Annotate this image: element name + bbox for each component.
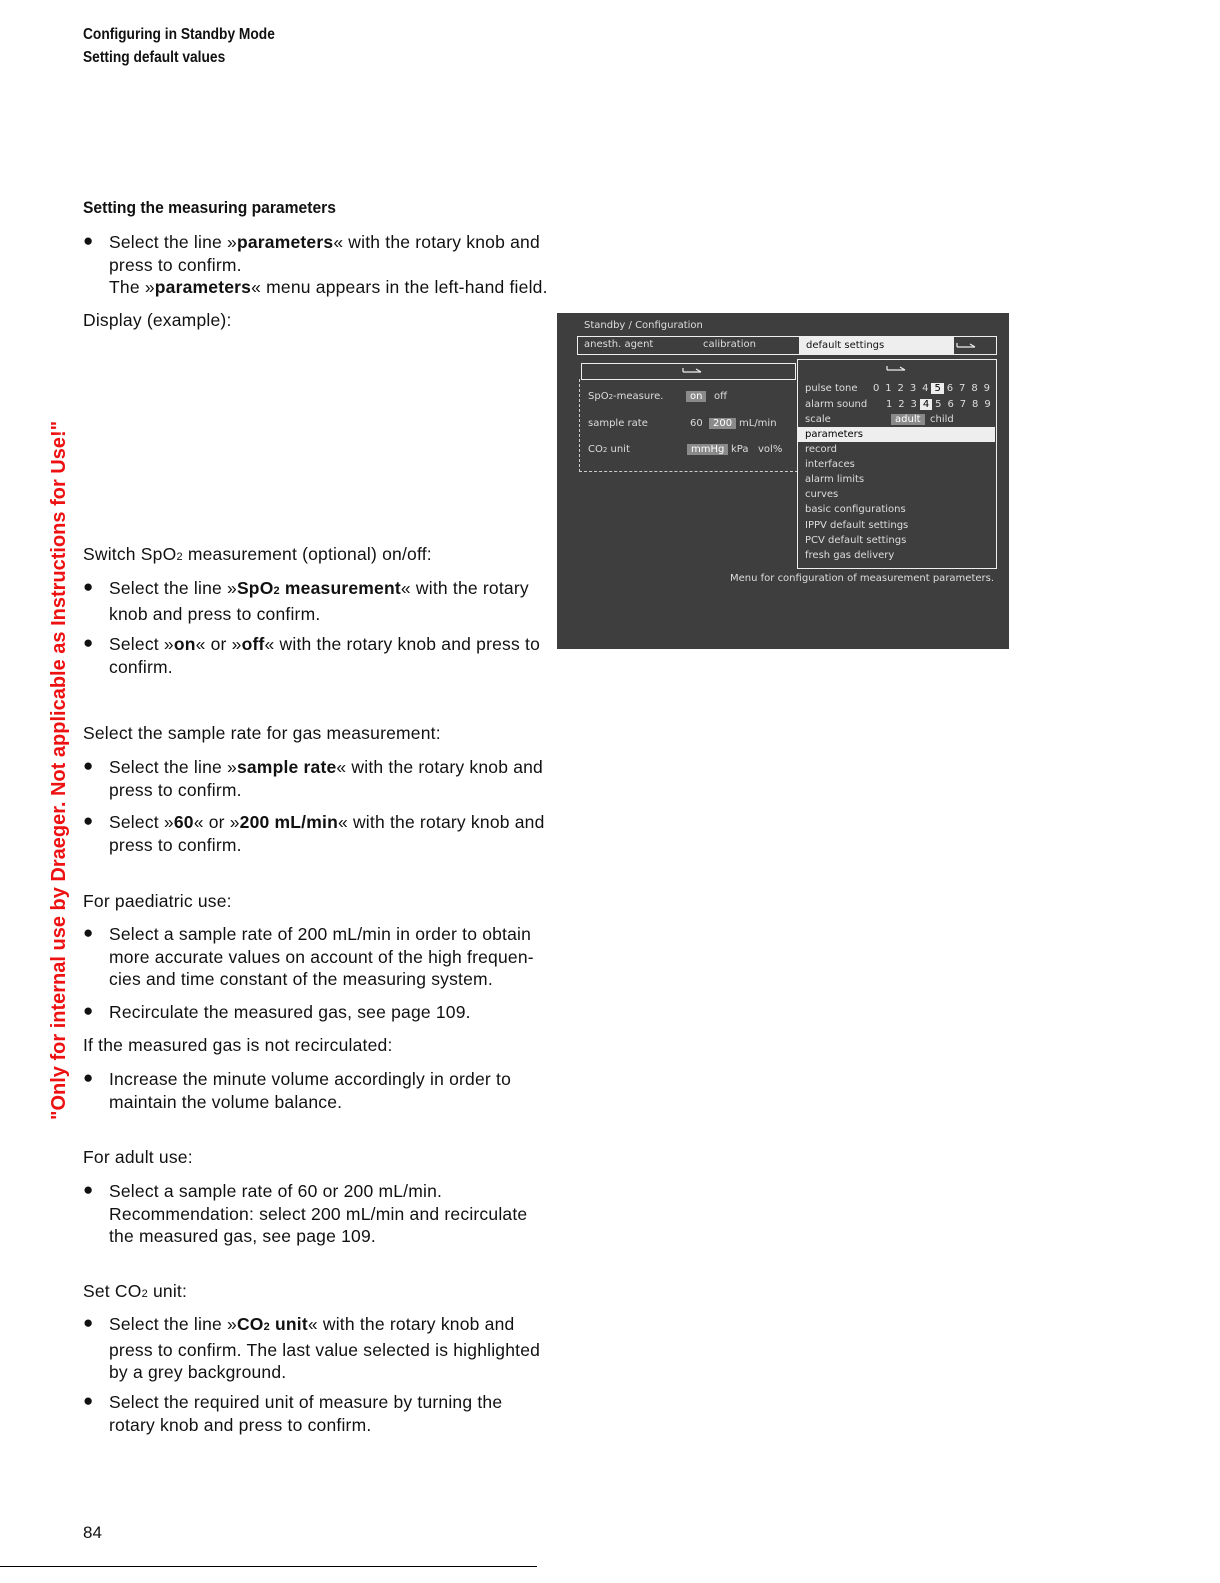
pulse-tone-digits[interactable] bbox=[870, 383, 993, 394]
header-line-1: Configuring in Standby Mode bbox=[83, 26, 275, 43]
bullet-text: Select the line »parameters« with the rotary knob and press to confirm. The »parameters« menu appears in the left-hand field. bbox=[109, 232, 548, 297]
menu-item[interactable]: alarm limits bbox=[805, 474, 865, 486]
bullet-sample-rate-values bbox=[83, 811, 543, 859]
header-line-2: Setting default values bbox=[83, 49, 226, 66]
arrow-icon bbox=[955, 339, 979, 349]
bullet-recirculate bbox=[83, 1001, 543, 1026]
display-example-label: Display (example): bbox=[83, 310, 232, 330]
co2-unit-kpa[interactable]: kPa bbox=[731, 444, 749, 455]
bullet-sample-rate-line bbox=[83, 756, 543, 804]
bullet-parameters bbox=[83, 231, 548, 301]
bullet-dot: ● bbox=[83, 633, 94, 652]
alarm-sound-digit[interactable]: 8 bbox=[972, 399, 979, 410]
sample-rate-intro: Select the sample rate for gas measurement: bbox=[83, 723, 441, 743]
pulse-tone-digit[interactable]: 9 bbox=[983, 383, 990, 394]
bullet-text: Select »60« or »200 mL/min« with the rotary knob and press to confirm. bbox=[109, 812, 545, 855]
watermark: "Only for internal use by Draeger. Not applicable as Instructions for Use!" bbox=[48, 420, 70, 1120]
alarm-sound-digit[interactable]: 5 bbox=[935, 399, 942, 410]
bullet-text: Select the line »CO2 unit« with the rotary knob and press to confirm. The last value selected is highlighted by a grey background. bbox=[109, 1314, 541, 1382]
bullet-dot: ● bbox=[83, 1001, 94, 1020]
bullet-adult-rate bbox=[83, 1180, 543, 1250]
screen-caption: Menu for configuration of measurement parameters. bbox=[730, 573, 995, 584]
pulse-tone-digit[interactable]: 0 bbox=[872, 383, 880, 394]
sample-rate-unit: mL/min bbox=[739, 418, 777, 429]
alarm-sound-digit[interactable]: 1 bbox=[885, 399, 893, 410]
arrow-icon bbox=[681, 365, 705, 375]
alarm-sound-digit[interactable]: 9 bbox=[984, 399, 991, 410]
bullet-text: Select the required unit of measure by turning the rotary knob and press to confirm. bbox=[109, 1392, 503, 1435]
co2-unit-mmhg[interactable]: mmHg bbox=[687, 444, 728, 455]
bullet-co2-unit-select bbox=[83, 1391, 543, 1439]
alarm-sound-digit[interactable]: 4 bbox=[920, 399, 932, 410]
scale-label[interactable]: scale bbox=[805, 414, 831, 425]
tab-default-settings[interactable]: default settings bbox=[799, 337, 954, 354]
bullet-spo2-line bbox=[83, 577, 543, 625]
menu-item[interactable]: interfaces bbox=[805, 459, 855, 471]
spo2-on-option[interactable]: on bbox=[686, 391, 706, 402]
alarm-sound-digit[interactable]: 2 bbox=[898, 399, 905, 410]
page-number: 84 bbox=[83, 1523, 102, 1542]
menu-item[interactable]: basic configurations bbox=[805, 504, 906, 516]
bullet-on-off bbox=[83, 633, 543, 681]
section-title: Setting the measuring parameters bbox=[83, 198, 336, 217]
co2-unit-label[interactable]: CO2 unit bbox=[588, 444, 630, 455]
menu-item[interactable]: record bbox=[805, 444, 837, 456]
set-co2-intro: Set CO2 unit: bbox=[83, 1281, 188, 1301]
device-screen bbox=[557, 313, 1009, 649]
bottom-rule bbox=[0, 1566, 537, 1567]
paediatric-heading: For paediatric use: bbox=[83, 891, 232, 911]
bullet-dot: ● bbox=[83, 811, 94, 830]
not-recirculated-intro: If the measured gas is not recirculated: bbox=[83, 1035, 393, 1055]
alarm-sound-label[interactable]: alarm sound bbox=[805, 399, 868, 410]
bullet-dot: ● bbox=[83, 577, 94, 596]
bullet-text: Select a sample rate of 200 mL/min in order to obtain more accurate values on account of the high frequen-cies and time constant of the measuring system. bbox=[109, 924, 534, 989]
bullet-text: Select the line »SpO2 measurement« with the rotary knob and press to confirm. bbox=[109, 578, 529, 624]
bullet-minute-volume bbox=[83, 1068, 543, 1116]
sample-rate-60[interactable]: 60 bbox=[690, 418, 703, 429]
pulse-tone-label[interactable]: pulse tone bbox=[805, 383, 858, 394]
scale-adult-option[interactable]: adult bbox=[891, 414, 925, 425]
bullet-dot: ● bbox=[83, 1068, 94, 1087]
screen-title: Standby / Configuration bbox=[584, 320, 703, 331]
bullet-text: Select the line »sample rate« with the rotary knob and press to confirm. bbox=[109, 757, 543, 800]
pulse-tone-digit[interactable]: 4 bbox=[922, 383, 929, 394]
menu-item[interactable]: IPPV default settings bbox=[805, 519, 909, 531]
bullet-paediatric-rate bbox=[83, 923, 543, 993]
bullet-text: Recirculate the measured gas, see page 109. bbox=[109, 1002, 471, 1022]
bullet-dot: ● bbox=[83, 1391, 94, 1410]
sample-rate-200[interactable]: 200 bbox=[709, 418, 736, 429]
spo2-off-option[interactable]: off bbox=[714, 391, 728, 402]
scale-child-option[interactable]: child bbox=[930, 414, 954, 425]
pulse-tone-digit[interactable]: 6 bbox=[946, 383, 954, 394]
tab-anesth-agent[interactable]: anesth. agent bbox=[584, 339, 654, 350]
tab-calibration[interactable]: calibration bbox=[703, 339, 756, 350]
bullet-dot: ● bbox=[83, 1180, 94, 1199]
alarm-sound-digit[interactable]: 3 bbox=[910, 399, 917, 410]
pulse-tone-digit[interactable]: 3 bbox=[909, 383, 917, 394]
bullet-dot: ● bbox=[83, 923, 94, 942]
bullet-dot: ● bbox=[83, 756, 94, 775]
spo2-measure-label[interactable]: SpO2-measure. bbox=[588, 391, 664, 402]
menu-item[interactable]: fresh gas delivery bbox=[805, 549, 895, 561]
switch-spo2-intro: Switch SpO2 measurement (optional) on/off: bbox=[83, 544, 432, 564]
bullet-co2-line bbox=[83, 1313, 543, 1383]
menu-item[interactable]: PCV default settings bbox=[805, 534, 907, 546]
arrow-icon bbox=[885, 363, 909, 373]
menu-item[interactable]: curves bbox=[805, 489, 839, 501]
sample-rate-label[interactable]: sample rate bbox=[588, 418, 648, 429]
bullet-text: Select a sample rate of 60 or 200 mL/min. Recommendation: select 200 mL/min and recirculate the measured gas, see page 109. bbox=[109, 1181, 528, 1246]
alarm-sound-digits[interactable] bbox=[883, 399, 994, 410]
menu-item[interactable]: parameters bbox=[798, 427, 995, 442]
pulse-tone-digit[interactable]: 8 bbox=[971, 383, 978, 394]
pulse-tone-digit[interactable]: 7 bbox=[959, 383, 966, 394]
co2-unit-vol[interactable]: vol% bbox=[758, 444, 783, 455]
pulse-tone-digit[interactable]: 2 bbox=[897, 383, 904, 394]
bullet-dot: ● bbox=[83, 231, 94, 250]
pulse-tone-digit[interactable]: 1 bbox=[885, 383, 892, 394]
pulse-tone-digit[interactable]: 5 bbox=[931, 383, 943, 394]
config-menu-list bbox=[798, 427, 995, 563]
bullet-text: Increase the minute volume accordingly in order to maintain the volume balance. bbox=[109, 1069, 512, 1112]
bullet-text: Select »on« or »off« with the rotary knob and press to confirm. bbox=[109, 634, 541, 677]
alarm-sound-digit[interactable]: 6 bbox=[947, 399, 954, 410]
bullet-dot: ● bbox=[83, 1313, 94, 1332]
alarm-sound-digit[interactable]: 7 bbox=[959, 399, 967, 410]
adult-heading: For adult use: bbox=[83, 1147, 193, 1167]
